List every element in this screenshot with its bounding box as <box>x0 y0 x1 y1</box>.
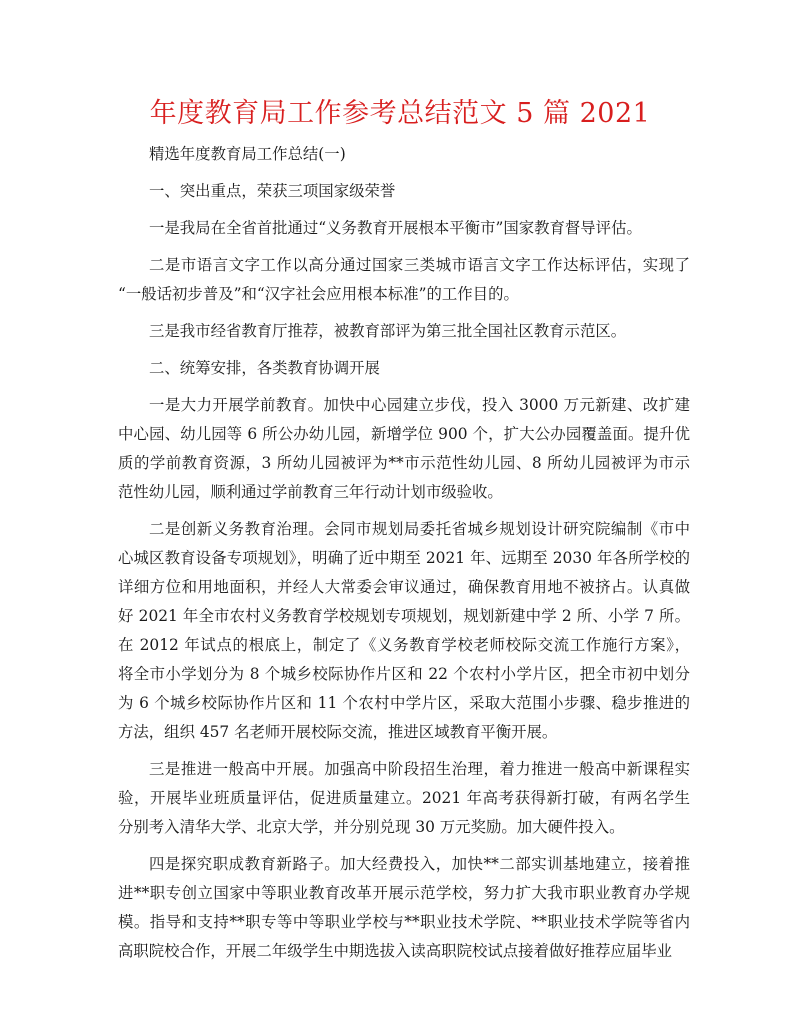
text-line: 二是创新义务教育治理。会同市规划局委托省城乡规划设计研究院编制《市中 <box>149 520 690 538</box>
text-line: 方法，组织 457 名老师开展校际交流，推进区域教育平衡开展。 <box>118 723 558 741</box>
text-line: 心城区教育设备专项规划》，明确了近中期至 2021 年、远期至 2030 年各所学校的 <box>118 549 690 567</box>
text-line: 详细方位和用地面积，并经人大常委会审议通过，确保教育用地不被挤占。认真做 <box>118 578 690 596</box>
paragraph <box>118 354 690 383</box>
paragraph <box>118 140 690 169</box>
text-line: 验，开展毕业班质量评估，促进质量建立。2021 年高考获得新打破，有两名学生 <box>118 789 690 807</box>
paragraph <box>118 177 690 206</box>
paragraph <box>118 515 690 747</box>
text-line: 模。指导和支持**职专等中等职业学校与**职业技术学院、**职业技术学院等省内 <box>118 913 690 931</box>
paragraph <box>118 251 690 309</box>
paragraph <box>118 850 690 966</box>
text-line: 范性幼儿园，顺利通过学前教育三年行动计划市级验收。 <box>118 483 503 501</box>
text-line: 分别考入清华大学、北京大学，并分别兑现 30 万元奖励。加大硬件投入。 <box>118 818 625 836</box>
text-line: 好 2021 年全市农村义务教育学校规划专项规划，规划新建中学 2 所、小学 7 所。 <box>118 607 690 625</box>
text-line: 在 2012 年试点的根底上，制定了《义务教育学校老师校际交流工作施行方案》， <box>118 636 690 654</box>
text-line: 为 6 个城乡校际协作片区和 11 个农村中学片区，采取大范围小步骤、稳步推进的 <box>118 694 690 712</box>
text-line: 将全市小学划分为 8 个城乡校际协作片区和 22 个农村小学片区，把全市初中划分 <box>118 665 690 683</box>
text-line: 一是我局在全省首批通过“义务教育开展根本平衡市”国家教育督导评估。 <box>149 219 642 237</box>
text-line: 四是探究职成教育新路子。加大经费投入，加快**二部实训基地建立，接着推 <box>149 855 690 873</box>
text-line: 高职院校合作，开展二年级学生中期选拔入读高职院校试点接着做好推荐应届毕业 <box>118 942 673 960</box>
paragraph <box>118 755 690 842</box>
document-body <box>118 140 690 966</box>
document-title: 年度教育局工作参考总结范文 5 篇 2021 <box>149 98 651 129</box>
paragraph <box>118 317 690 346</box>
text-line: “一般话初步普及”和“汉字社会应用根本标准”的工作目的。 <box>118 285 519 303</box>
paragraph <box>118 391 690 507</box>
text-line: 三是我市经省教育厅推荐，被教育部评为第三批全国社区教育示范区。 <box>149 322 627 340</box>
text-line: 一是大力开展学前教育。加快中心园建立步伐，投入 3000 万元新建、改扩建 <box>149 396 690 414</box>
text-line: 二是市语言文字工作以高分通过国家三类城市语言文字工作达标评估，实现了 <box>149 256 690 274</box>
text-line: 精选年度教育局工作总结(一) <box>149 145 346 163</box>
text-line: 二、统筹安排，各类教育协调开展 <box>149 359 380 377</box>
text-line: 中心园、幼儿园等 6 所公办幼儿园，新增学位 900 个，扩大公办园覆盖面。提升优 <box>118 425 690 443</box>
text-line: 一、突出重点，荣获三项国家级荣誉 <box>149 182 396 200</box>
text-line: 三是推进一般高中开展。加强高中阶段招生治理，着力推进一般高中新课程实 <box>149 760 690 778</box>
text-line: 进**职专创立国家中等职业教育改革开展示范学校，努力扩大我市职业教育办学规 <box>118 884 690 902</box>
text-line: 质的学前教育资源，3 所幼儿园被评为**市示范性幼儿园、8 所幼儿园被评为市示 <box>118 454 690 472</box>
paragraph <box>118 214 690 243</box>
